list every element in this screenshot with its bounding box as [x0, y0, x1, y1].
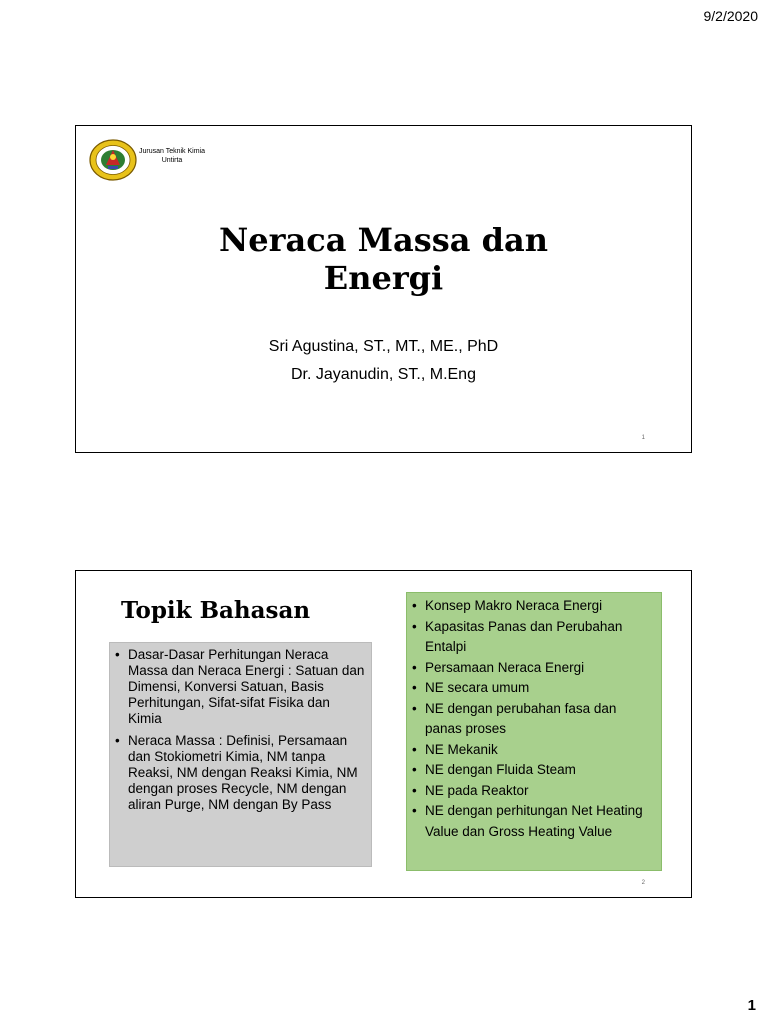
list-item: • NE Mekanik	[411, 740, 655, 761]
list-item: • NE dengan perhitungan Net Heating Value dan Gross Heating Value	[411, 801, 655, 842]
university-name: Untirta	[161, 157, 183, 164]
list-item: • NE dengan perubahan fasa dan panas proses	[411, 699, 655, 740]
slide-title-line-2: Energi	[323, 259, 444, 297]
author-1: Sri Agustina, ST., MT., ME., PhD	[268, 338, 499, 355]
list-item: • Persamaan Neraca Energi	[411, 658, 655, 679]
department-label	[136, 147, 208, 165]
university-logo-icon	[89, 138, 137, 182]
page-number: 1	[747, 997, 756, 1014]
department-name: Jurusan Teknik Kimia	[138, 148, 205, 155]
list-item: • NE dengan Fluida Steam	[411, 760, 655, 781]
page-date: 9/2/2020	[703, 8, 758, 24]
list-item: • NE pada Reaktor	[411, 781, 655, 802]
slide-2	[75, 570, 692, 898]
right-topic-box	[406, 592, 662, 871]
slide-number: 2	[641, 880, 645, 886]
author-2: Dr. Jayanudin, ST., M.Eng	[291, 366, 476, 383]
list-item: • Neraca Massa : Definisi, Persamaan dan Stokiometri Kimia, NM tanpa Reaksi, NM dengan Reaksi Kimia, NM dengan proses Recycle, NM dengan aliran Purge, NM dengan By Pass	[114, 733, 365, 813]
topics-title: Topik Bahasan	[121, 597, 311, 624]
list-item: • Dasar-Dasar Perhitungan Neraca Massa dan Neraca Energi : Satuan dan Dimensi, Konversi Satuan, Basis Perhitungan, Sifat-sifat Fisika dan Kimia	[114, 647, 365, 727]
list-item: • Kapasitas Panas dan Perubahan Entalpi	[411, 617, 655, 658]
left-topic-box	[109, 642, 372, 867]
list-item: • Konsep Makro Neraca Energi	[411, 596, 655, 617]
slide-1	[75, 125, 692, 453]
slide-title-line-1: Neraca Massa dan	[219, 221, 548, 259]
slide-title	[136, 221, 631, 297]
list-item: • NE secara umum	[411, 678, 655, 699]
slide-number: 1	[641, 435, 645, 441]
